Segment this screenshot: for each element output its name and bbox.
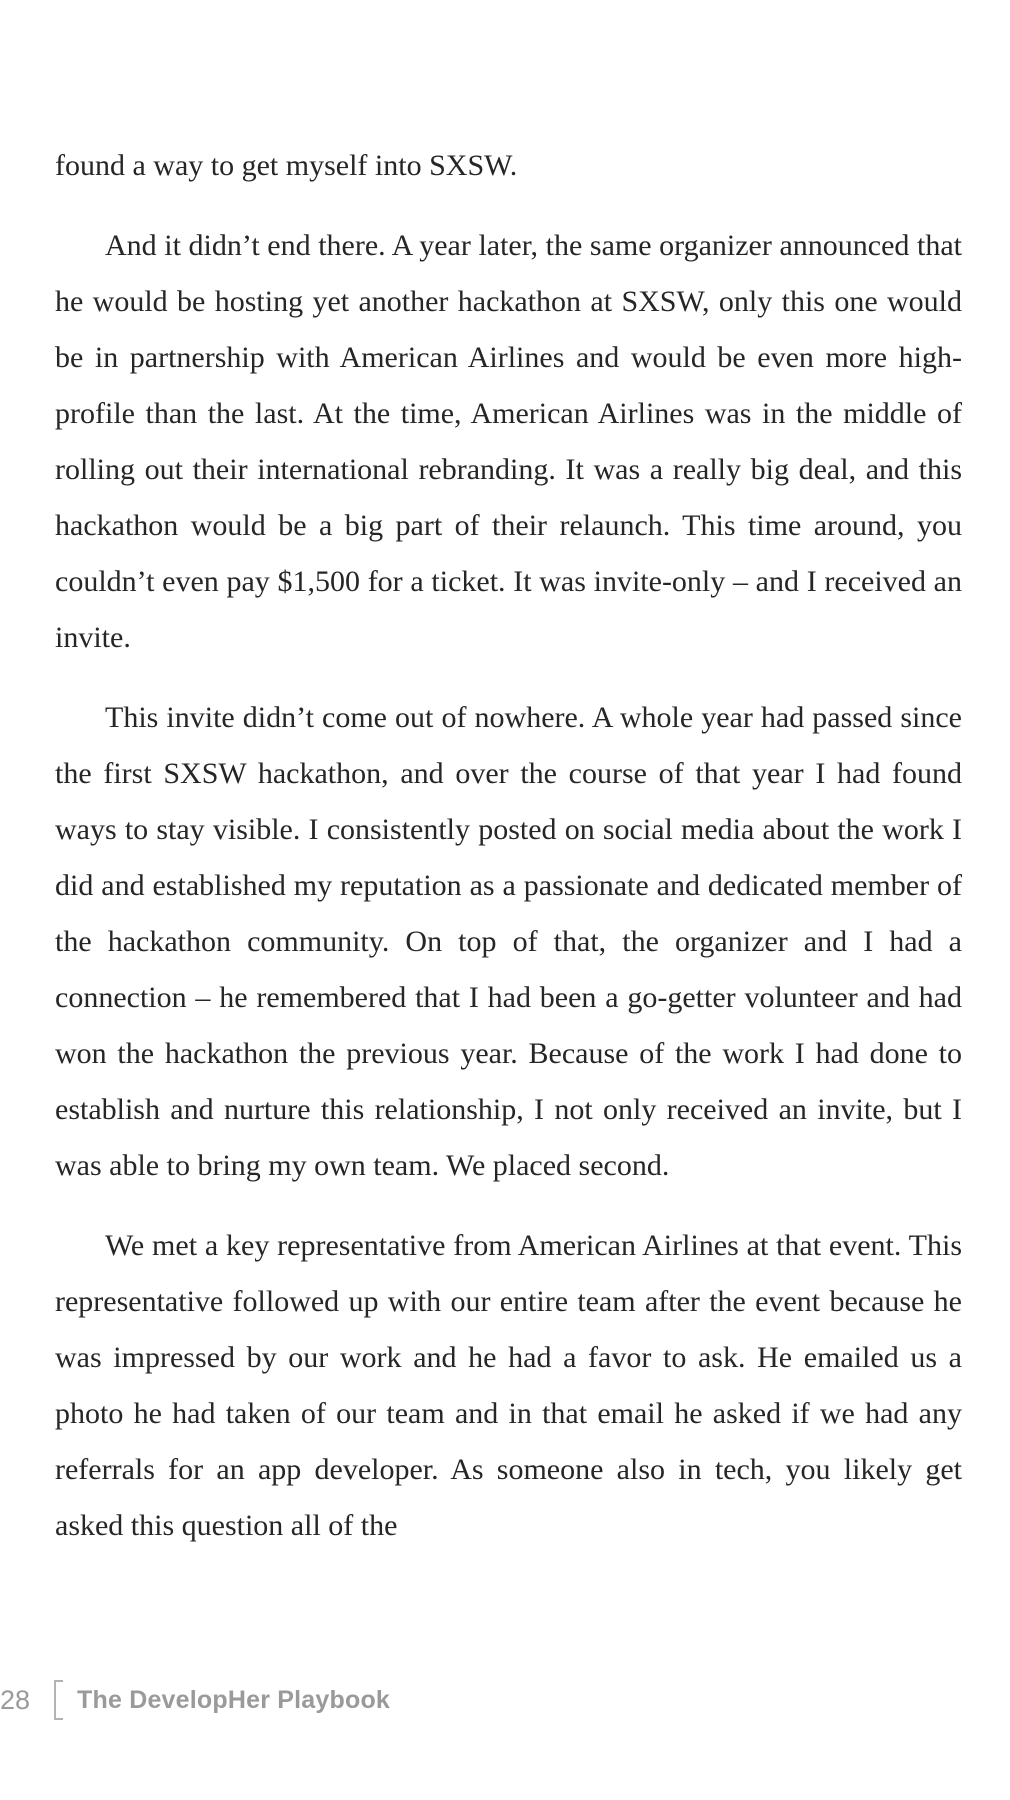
paragraph-4: We met a key representative from American Airlines at that event. This representative followed up with our entire team after the event because he was impressed by our work and he had a favor to ask. He emailed us a photo he had taken of our team and in that email he asked if we had any referrals for an app developer. As someone also in tech, you likely get asked this question all of the bbox=[55, 1229, 962, 1542]
running-title: The DevelopHer Playbook bbox=[77, 1685, 391, 1714]
page-number: 28 bbox=[0, 1684, 31, 1715]
paragraph-1: found a way to get myself into SXSW. bbox=[55, 149, 518, 182]
paragraph-3: This invite didn’t come out of nowhere. A whole year had passed since the first SXSW hackathon, and over the course of that year I had found ways to stay visible. I consistently posted on social media about the work I did and established my reputation as a passionate and dedicated member of the hackathon community. On top of that, the organizer and I had a connection – he remembered that I had been a go-getter volunteer and had won the hackathon the previous year. Because of the work I had done to establish and nurture this relationship, I not only received an invite, but I was able to bring my own team. We placed second. bbox=[55, 701, 962, 1182]
page-footer bbox=[0, 1680, 390, 1720]
paragraph-2: And it didn’t end there. A year later, the same organizer announced that he would be hosting yet another hackathon at SXSW, only this one would be in partnership with American Airlines and would be even more high-profile than the last. At the time, American Airlines was in the middle of rolling out their international rebranding. It was a really big deal, and this hackathon would be a big part of their relaunch. This time around, you couldn’t even pay $1,500 for a ticket. It was invite-only – and I received an invite. bbox=[55, 229, 962, 654]
page-body bbox=[55, 138, 962, 1578]
bracket-divider bbox=[54, 1680, 63, 1720]
